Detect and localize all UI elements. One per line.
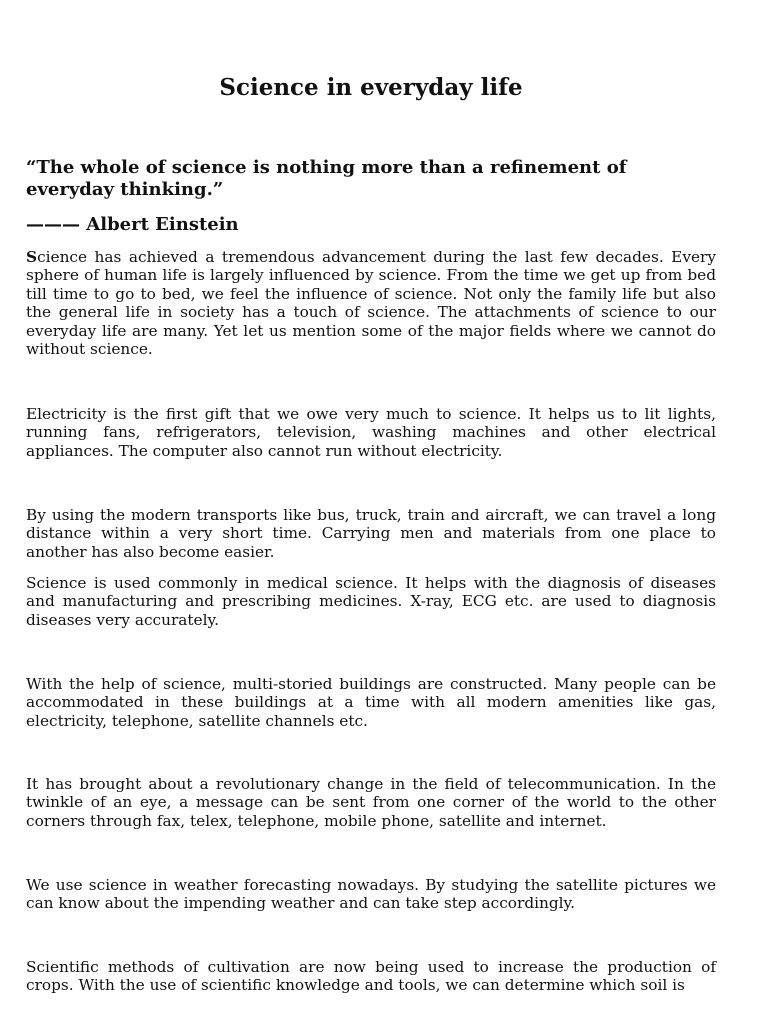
paragraph-buildings: With the help of science, multi-storied buildings are constructed. Many people can be accommodated in these buildings at a time with all modern amenities like gas, electricity, telephone, satellite channels etc. [26, 675, 716, 730]
paragraph-intro-text: cience has achieved a tremendous advancement during the last few decades. Every sphere of human life is largely influenced by science. From the time we get up from bed till time to go to bed, we feel the influence of science. Not only the family life but also the general life in society has a touch of science. The attachments of science to our everyday life are many. Yet let us mention some of the major fields where we cannot do without science. [26, 248, 716, 359]
paragraph-weather: We use science in weather forecasting nowadays. By studying the satellite pictures we can know about the impending weather and can take step accordingly. [26, 876, 716, 913]
page-title: Science in everyday life [219, 74, 523, 101]
einstein-quote: “The whole of science is nothing more than a refinement of everyday thinking.” [26, 157, 627, 200]
paragraph-medical: Science is used commonly in medical science. It helps with the diagnosis of diseases and manufacturing and prescribing medicines. X-ray, ECG etc. are used to diagnosis diseases very accurately. [26, 574, 716, 629]
paragraph-electricity: Electricity is the first gift that we owe very much to science. It helps us to lit lights, running fans, refrigerators, television, washing machines and other electrical appliances. The computer also cannot run without electricity. [26, 405, 716, 460]
quote-attribution: ——— Albert Einstein [26, 214, 239, 235]
paragraph-cultivation: Scientific methods of cultivation are now being used to increase the production of crops. With the use of scientific knowledge and tools, we can determine which soil is [26, 958, 716, 995]
paragraph-telecommunication: It has brought about a revolutionary change in the field of telecommunication. In the twinkle of an eye, a message can be sent from one corner of the world to the other corners through fax, telex, telephone, mobile phone, satellite and internet. [26, 775, 716, 830]
paragraph-transport: By using the modern transports like bus, truck, train and aircraft, we can travel a long distance within a very short time. Carrying men and materials from one place to another has also become easier. [26, 506, 716, 561]
paragraph-intro [26, 248, 716, 358]
paragraph-initial-letter: S [26, 248, 38, 266]
